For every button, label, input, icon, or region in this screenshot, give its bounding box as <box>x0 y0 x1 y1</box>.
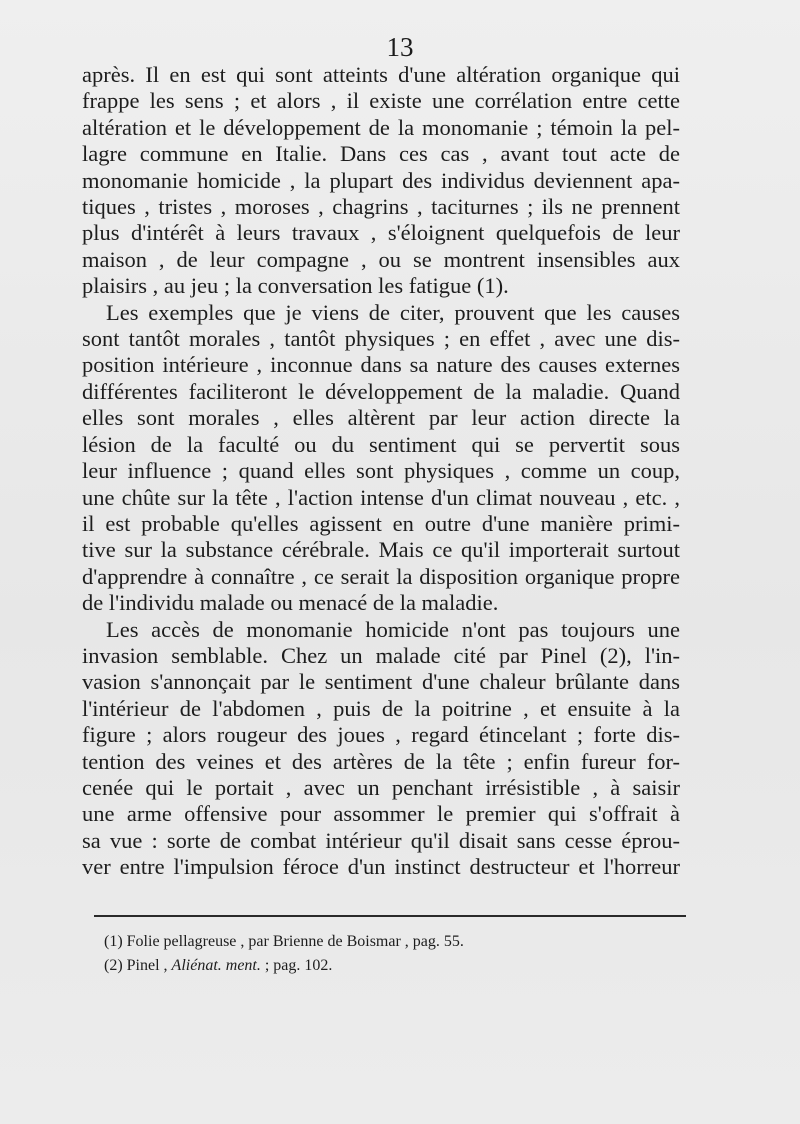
footnote-2-tail: ; pag. 102. <box>260 957 333 974</box>
text-line: sa vue : sorte de combat intérieur qu'il disait sans cesse éprou- <box>82 827 680 853</box>
text-line: cenée qui le portait , avec un penchant irrésistible , à saisir <box>82 774 680 800</box>
text-line: une chûte sur la tête , l'action intense d'un climat nouveau , etc. , <box>82 484 680 510</box>
text-line: Les exemples que je viens de citer, prouvent que les causes <box>106 299 680 325</box>
text-line: invasion semblable. Chez un malade cité par Pinel (2), l'in- <box>82 642 680 668</box>
text-line: leur influence ; quand elles sont physiques , comme un coup, <box>82 458 680 484</box>
text-line: d'apprendre à connaître , ce serait la disposition organique propre <box>82 563 680 589</box>
text-line: lagre commune en Italie. Dans ces cas , avant tout acte de <box>82 141 680 167</box>
paragraph-3 <box>82 617 680 881</box>
text-line: position intérieure , inconnue dans sa nature des causes externes <box>82 352 680 378</box>
text-line: ver entre l'impulsion féroce d'un instinct destructeur et l'horreur <box>82 854 680 880</box>
text-line: sont tantôt morales , tantôt physiques ; en effet , avec une dis- <box>82 326 680 352</box>
body-text <box>82 62 680 881</box>
text-line: une arme offensive pour assommer le premier qui s'offrait à <box>82 801 680 827</box>
text-line: plus d'intérêt à leurs travaux , s'éloignent quelquefois de leur <box>82 220 680 246</box>
text-line: lésion de la faculté ou du sentiment qui se pervertit sous <box>82 431 680 457</box>
page-number: 13 <box>386 32 414 62</box>
text-line: frappe les sens ; et alors , il existe une corrélation entre cette <box>82 88 680 114</box>
text-line: il est probable qu'elles agissent en outre d'une manière primi- <box>82 510 680 536</box>
footnotes <box>104 930 664 978</box>
text-line: de l'individu malade ou menacé de la maladie. <box>82 590 499 616</box>
text-line: l'intérieur de l'abdomen , puis de la poitrine , et ensuite à la <box>82 695 680 721</box>
paragraph-1 <box>82 62 680 300</box>
text-line: tiques , tristes , moroses , chagrins , taciturnes ; ils ne prennent <box>82 194 680 220</box>
footnote-1: (1) Folie pellagreuse , par Brienne de Boismar , pag. 55. <box>104 933 464 950</box>
paragraph-2 <box>82 300 680 617</box>
footnote-2-italic: Aliénat. ment. <box>171 957 261 974</box>
text-line: maison , de leur compagne , ou se montrent insensibles aux <box>82 246 680 272</box>
footnote-2 <box>104 954 664 978</box>
text-line: monomanie homicide , la plupart des individus deviennent apa- <box>82 167 680 193</box>
text-line: différentes faciliteront le développement de la maladie. Quand <box>82 378 680 404</box>
footnote-divider <box>94 915 686 917</box>
text-line: Les accès de monomanie homicide n'ont pas toujours une <box>106 616 680 642</box>
text-line: tention des veines et des artères de la tête ; enfin fureur for- <box>82 748 680 774</box>
footnote-2-lead: (2) Pinel , <box>104 957 172 974</box>
text-line: plaisirs , au jeu ; la conversation les fatigue (1). <box>82 273 509 299</box>
text-line: elles sont morales , elles altèrent par leur action directe la <box>82 405 680 431</box>
text-line: altération et le développement de la monomanie ; témoin la pel- <box>82 114 680 140</box>
text-line: figure ; alors rougeur des joues , regard étincelant ; forte dis- <box>82 722 680 748</box>
text-line: tive sur la substance cérébrale. Mais ce qu'il importerait surtout <box>82 537 680 563</box>
text-line: vasion s'annonçait par le sentiment d'une chaleur brûlante dans <box>82 669 680 695</box>
text-line: après. Il en est qui sont atteints d'une altération organique qui <box>82 62 680 87</box>
